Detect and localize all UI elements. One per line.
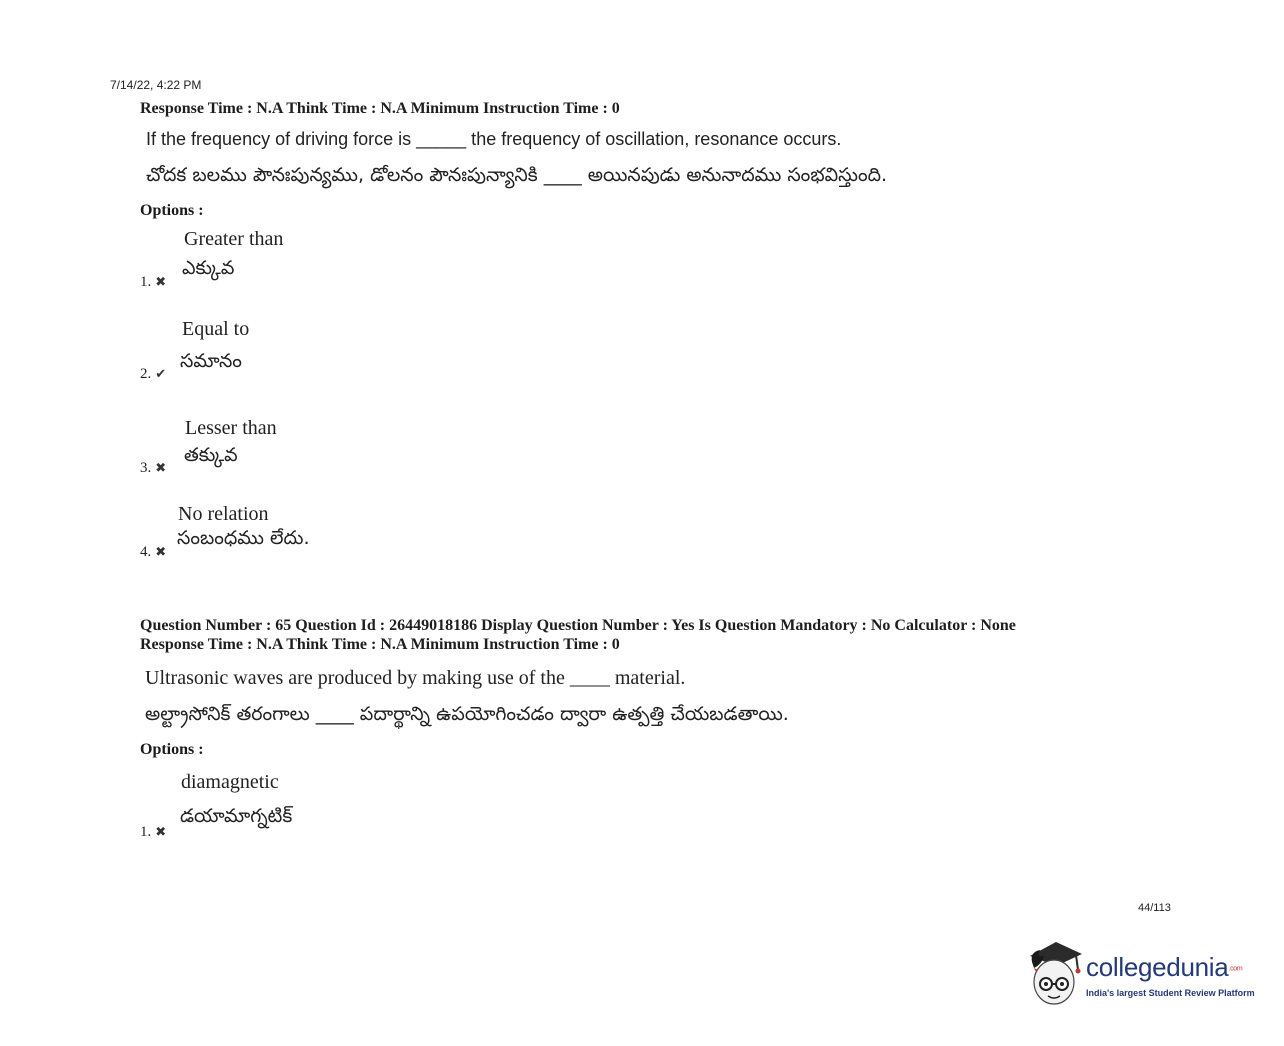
q64-option-4-number: [140, 544, 166, 561]
q64-option-3-telugu: తక్కువ: [184, 444, 238, 466]
print-timestamp: 7/14/22, 4:22 PM: [110, 78, 202, 92]
collegedunia-logo: [1024, 938, 1264, 1010]
cross-icon: ✖: [155, 461, 167, 476]
mascot-icon: [1024, 938, 1084, 1010]
q64-question-english: If the frequency of driving force is _____ the frequency of oscillation, resonance occurs.: [146, 129, 842, 149]
logo-brand: [1086, 952, 1242, 983]
option-number: 3.: [140, 460, 152, 476]
option-number: 1.: [140, 824, 152, 840]
q64-option-4-telugu: సంబంధము లేదు.: [177, 527, 310, 549]
q65-options-label: Options :: [140, 741, 204, 758]
logo-suffix: .com: [1228, 965, 1243, 973]
q65-question-english: Ultrasonic waves are produced by making use of the ____ material.: [145, 667, 686, 689]
q64-option-2-english: Equal to: [182, 318, 250, 340]
q65-question-meta: Question Number : 65 Question Id : 26449018186 Display Question Number : Yes Is Question Mandatory : No Calculator : None: [140, 617, 1016, 634]
q64-option-2-telugu: సమానం: [180, 350, 242, 372]
q65-option-1-telugu: డయామాగ్నటిక్: [180, 805, 293, 827]
logo-brand-text: collegedunia: [1086, 952, 1229, 982]
q65-response-meta: Response Time : N.A Think Time : N.A Minimum Instruction Time : 0: [140, 636, 620, 653]
page-number: 44/113: [1138, 902, 1171, 914]
option-number: 1.: [140, 274, 152, 290]
q65-option-1-number: [140, 824, 166, 841]
q65-question-telugu: అల్ట్రాసోనిక్ తరంగాలు ____ పదార్థాన్ని ఉపయోగించడం ద్వారా ఉత్పత్తి చేయబడతాయి.: [145, 703, 789, 725]
option-number: 4.: [140, 544, 152, 560]
q64-option-3-number: [140, 460, 166, 477]
q64-option-4-english: No relation: [178, 503, 269, 525]
q65-option-1-english: diamagnetic: [181, 771, 279, 793]
q64-option-1-number: [140, 274, 166, 291]
q64-question-telugu: చోదక బలము పౌనఃపున్యము, డోలనం పౌనఃపున్యానికి ____ అయినపుడు అనునాదము సంభవిస్తుంది.: [146, 164, 888, 186]
cross-icon: ✖: [155, 545, 167, 560]
logo-tagline: India's largest Student Review Platform: [1086, 988, 1255, 998]
q64-option-1-english: Greater than: [184, 228, 284, 250]
check-icon: ✔: [155, 367, 167, 382]
q64-option-2-number: [140, 366, 166, 383]
q64-options-label: Options :: [140, 202, 204, 219]
option-number: 2.: [140, 366, 152, 382]
cross-icon: ✖: [155, 825, 167, 840]
q64-option-3-english: Lesser than: [185, 417, 277, 439]
cross-icon: ✖: [155, 275, 167, 290]
q64-option-1-telugu: ఎక్కువ: [182, 257, 235, 279]
q64-response-meta: Response Time : N.A Think Time : N.A Minimum Instruction Time : 0: [140, 100, 620, 117]
